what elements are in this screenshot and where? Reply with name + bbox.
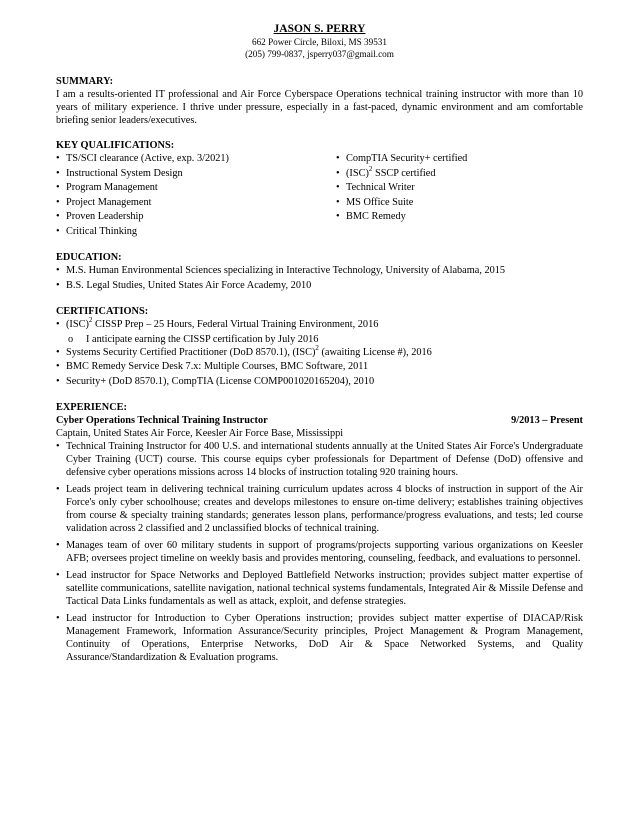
contact-line: (205) 799-0837, jsperry037@gmail.com bbox=[245, 49, 394, 59]
education-heading: EDUCATION: bbox=[56, 252, 122, 263]
summary-heading: SUMMARY: bbox=[56, 76, 114, 87]
sscp-license-text: (awaiting License #), 2016 bbox=[318, 346, 432, 358]
experience-bullet: • Leads project team in delivering technical training curriculum updates across 4 blocks of instruction in support of the Air Force's only cyber schoolhouse; creates and develops milestones to ensure on-time delivery; establishes training objectives from course & specialty training standards; generates lesson plans, performance/progress evaluations, and tests; led course validation across 2 classified and 2 unclassified blocks of technical training. bbox=[56, 483, 583, 535]
sub-item-text: I anticipate earning the CISSP certification by July 2016 bbox=[86, 333, 319, 345]
qualifications-heading: KEY QUALIFICATIONS: bbox=[56, 140, 175, 151]
candidate-name: JASON S. PERRY bbox=[273, 23, 366, 35]
qualification-item: • MS Office Suite bbox=[336, 196, 583, 211]
qualifications-right-column bbox=[336, 152, 583, 239]
qualification-item: • Project Management bbox=[56, 196, 336, 211]
certification-item bbox=[56, 343, 583, 361]
certification-item bbox=[56, 318, 583, 333]
superscript-2: 2 bbox=[88, 316, 93, 324]
job-organization: Captain, United States Air Force, Keesler Air Force Base, Mississippi bbox=[56, 428, 344, 439]
sscp-text: Systems Security Certified Practitioner (DoD 8570.1), (ISC) bbox=[66, 346, 316, 358]
sscp-text: SSCP certified bbox=[372, 167, 436, 179]
qualification-item: • Critical Thinking bbox=[56, 225, 336, 240]
certification-item: • BMC Remedy Service Desk 7.x: Multiple Courses, BMC Software, 2011 bbox=[56, 360, 583, 375]
experience-bullet: • Technical Training Instructor for 400 U.S. and international students annually at the United States Air Force's Undergraduate Cyber Training (UCT) course. This course equips cyber professionals for Department of Defense (DoD) offensive and defensive cyber operations missions across 14 blocks of instruction totaling 920 training hours. bbox=[56, 440, 583, 479]
certification-item: • Security+ (DoD 8570.1), CompTIA (License COMP001020165204), 2010 bbox=[56, 375, 583, 390]
certifications-list-continued bbox=[56, 343, 583, 390]
qualification-item: • Instructional System Design bbox=[56, 167, 336, 182]
cissp-isc: (ISC) bbox=[66, 319, 89, 330]
experience-bullet: • Lead instructor for Space Networks and Deployed Battlefield Networks instruction; provides subject matter expertise of satellite communications, satellite navigation, national technical systems fundamentals, Integrated Air & Missile Defense and Tactical Data Links fundamentals as well as attack, exploit, and defense strategies. bbox=[56, 569, 583, 608]
experience-bullet: • Lead instructor for Introduction to Cyber Operations instruction; provides subject matter expertise of DIACAP/Risk Management Framework, Information Assurance/Security principles, Project Management & Program Management, Continuity of Operations, Enterprise Networks, DoD Air & Space Networked Systems, and Quality Assurance/Standardization & Evaluation programs. bbox=[56, 612, 583, 664]
qualification-item bbox=[336, 164, 583, 182]
education-item: • M.S. Human Environmental Sciences specializing in Interactive Technology, University of Alabama, 2015 bbox=[56, 264, 583, 279]
qualification-item: • Proven Leadership bbox=[56, 210, 336, 225]
qualification-item: • BMC Remedy bbox=[336, 210, 583, 225]
qualifications-list bbox=[56, 152, 583, 239]
job-dates: 9/2013 – Present bbox=[511, 415, 583, 426]
experience-heading: EXPERIENCE: bbox=[56, 402, 127, 413]
superscript-2: 2 bbox=[368, 164, 373, 173]
resume-page bbox=[56, 22, 583, 668]
experience-bullets bbox=[56, 440, 583, 664]
cissp-text: CISSP Prep – 25 Hours, Federal Virtual Training Environment, 2016 bbox=[92, 319, 379, 330]
certifications-heading: CERTIFICATIONS: bbox=[56, 306, 149, 317]
job-header bbox=[56, 414, 583, 427]
superscript-2: 2 bbox=[315, 343, 319, 352]
qualification-item: • CompTIA Security+ certified bbox=[336, 152, 583, 167]
job-title: Cyber Operations Technical Training Instructor bbox=[56, 415, 268, 426]
summary-text: I am a results-oriented IT professional and Air Force Cyberspace Operations technical training instructor with more than 10 years of military experience. I thrive under pressure, especially in a fast-paced, dynamic environment and am comfortable briefing senior leaders/executives. bbox=[56, 89, 583, 126]
certification-subitem bbox=[56, 333, 583, 346]
certifications-list bbox=[56, 318, 583, 333]
qualification-item: • Program Management bbox=[56, 181, 336, 196]
experience-bullet: • Manages team of over 60 military students in support of programs/projects supporting various organizations on Keesler AFB; oversees project timeline on weekly basis and provides mentoring, counseling, feedback, and evaluations to personnel. bbox=[56, 539, 583, 565]
qualification-item: • TS/SCI clearance (Active, exp. 3/2021) bbox=[56, 152, 336, 167]
isc-text: (ISC) bbox=[346, 167, 369, 179]
qualification-item: • Technical Writer bbox=[336, 181, 583, 196]
sub-bullet-marker: o bbox=[68, 333, 74, 345]
education-list bbox=[56, 264, 583, 293]
education-item: • B.S. Legal Studies, United States Air Force Academy, 2010 bbox=[56, 279, 583, 294]
qualifications-left-column bbox=[56, 152, 336, 239]
address-line: 662 Power Circle, Biloxi, MS 39531 bbox=[251, 37, 387, 47]
